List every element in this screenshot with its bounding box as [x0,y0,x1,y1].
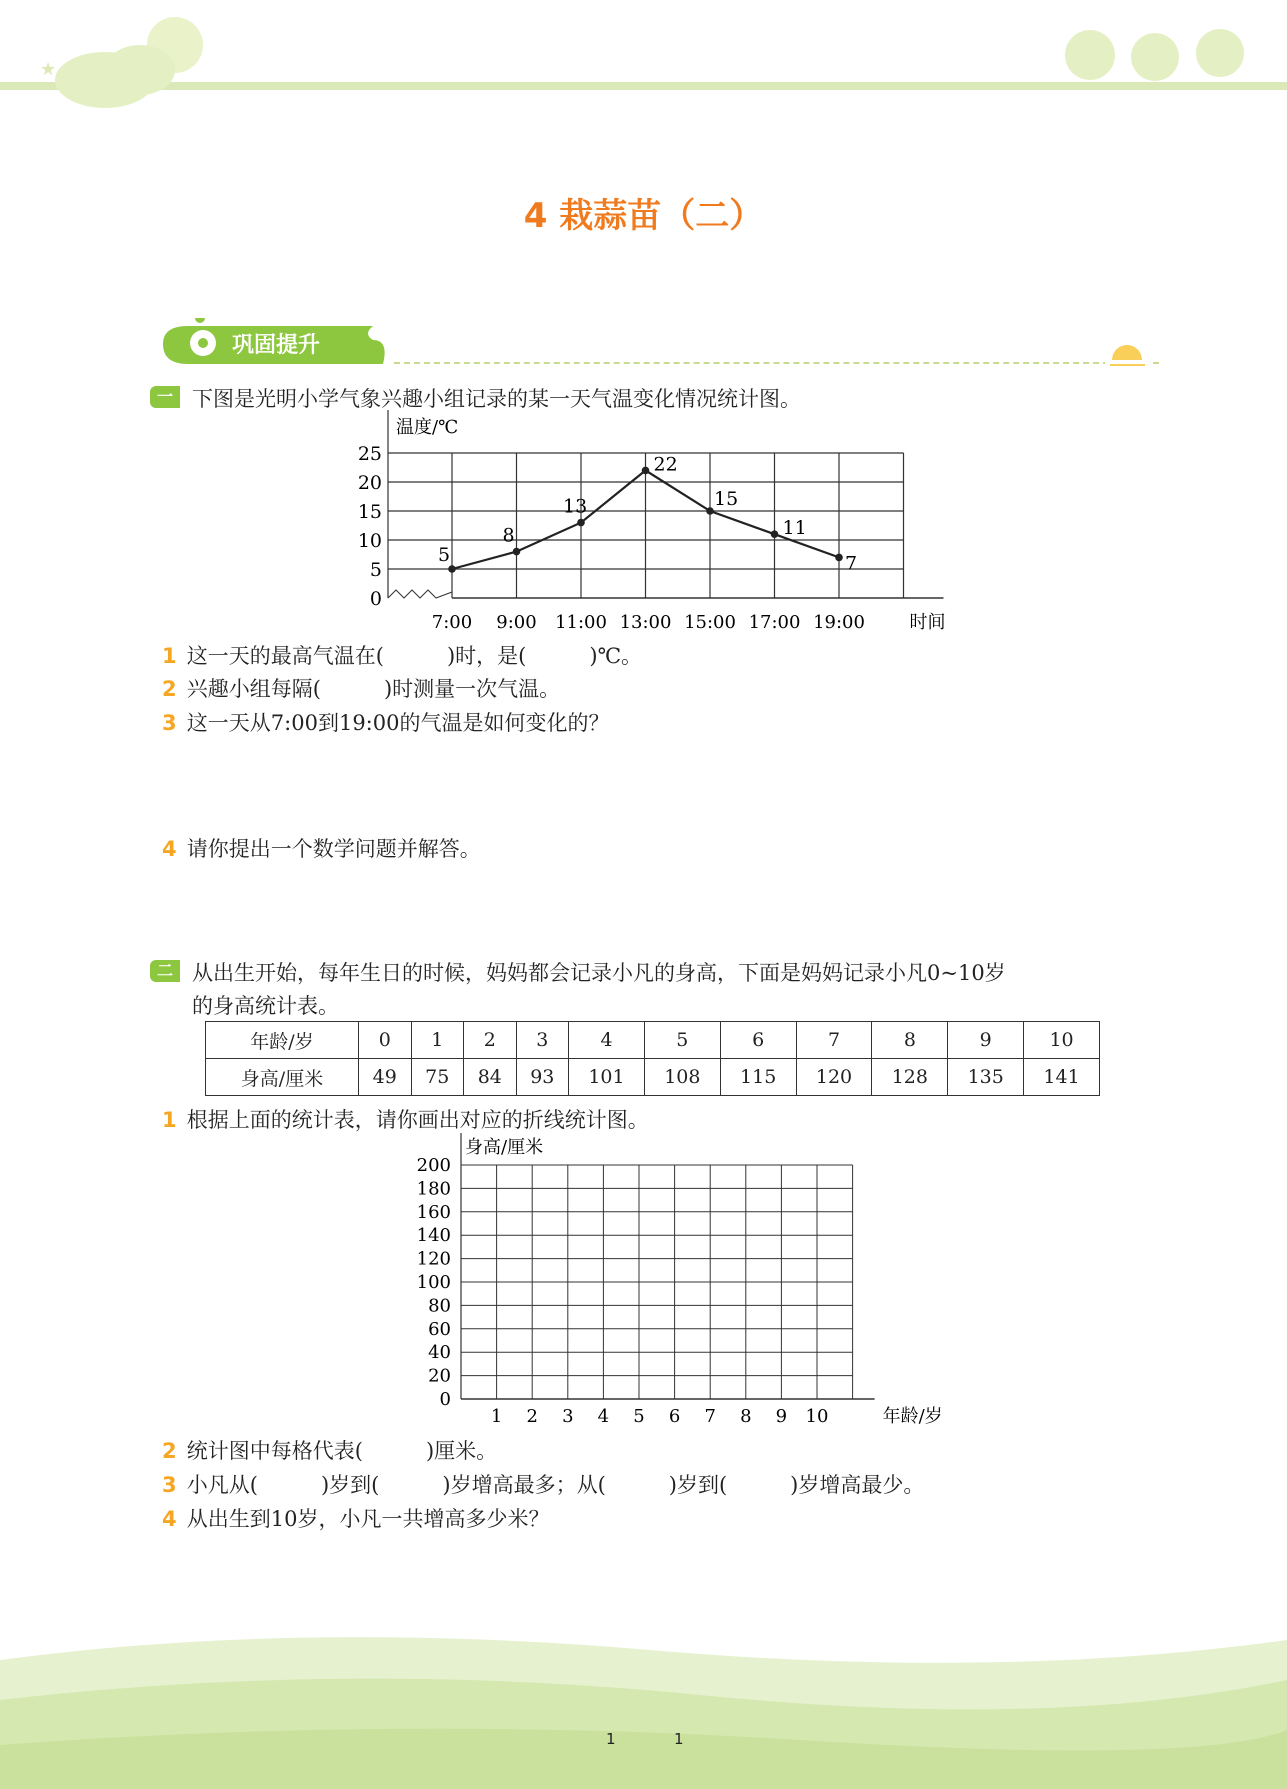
question-badge-2: 二 [150,960,180,982]
x-tick-label: 10 [805,1406,829,1427]
height-cell: 128 [872,1059,948,1096]
data-label: 13 [563,495,588,518]
section-label: 巩固提升 [232,333,321,358]
y-tick-label: 160 [416,1201,451,1223]
row-header: 身高/厘米 [206,1059,359,1096]
data-label: 7 [845,552,858,575]
age-cell: 10 [1024,1022,1100,1059]
data-point [577,519,585,527]
y-tick-label: 80 [428,1295,451,1317]
age-cell: 5 [644,1022,720,1059]
x-tick-label: 4 [597,1406,610,1427]
age-cell: 4 [569,1022,645,1059]
data-point [835,554,843,562]
x-tick-label: 1 [490,1406,503,1427]
svg-text:★: ★ [40,59,57,80]
y-tick-label: 0 [369,588,382,610]
x-tick-label: 7 [704,1406,716,1427]
data-label: 15 [714,488,739,510]
age-cell: 8 [872,1022,948,1059]
sub-question: 1 根据上面的统计表，请你画出对应的折线统计图。 [162,1108,649,1132]
question-2-prompt-line1: 从出生开始，每年生日的时候，妈妈都会记录小凡的身高，下面是妈妈记录小凡0~10岁 [192,961,1006,985]
sub-question: 3 这一天从7:00到19:00的气温是如何变化的？ [162,711,610,735]
x-tick-label: 9:00 [496,612,537,633]
y-tick-label: 20 [357,472,382,494]
age-cell: 0 [359,1022,412,1059]
age-cell: 7 [796,1022,872,1059]
sub-question: 4 从出生到10岁，小凡一共增高多少米？ [162,1507,550,1531]
x-tick-label: 2 [526,1406,538,1427]
y-tick-label: 25 [357,443,382,465]
data-label: 22 [653,453,678,476]
question-1-prompt: 下图是光明小学气象兴趣小组记录的某一天气温变化情况统计图。 [192,387,801,411]
data-label: 8 [502,524,515,547]
page-number: 1 [674,1730,684,1748]
page-number: 1 [606,1730,616,1748]
data-point [642,467,650,475]
x-tick-label: 6 [668,1406,681,1427]
page-title: 4 栽蒜苗（二） [523,196,764,236]
data-point [448,565,456,573]
height-cell: 49 [359,1059,412,1096]
age-cell: 2 [464,1022,517,1059]
section-divider [394,362,1159,364]
sub-question: 3 小凡从( )岁到( )岁增高最多；从( )岁到( )岁增高最少。 [162,1473,925,1497]
height-cell: 101 [569,1059,645,1096]
x-tick-label: 8 [740,1406,752,1427]
x-tick-label: 13:00 [619,612,672,633]
data-label: 5 [438,544,451,566]
height-cell: 84 [464,1059,517,1096]
y-tick-label: 100 [416,1272,451,1293]
sub-question: 1 这一天的最高气温在( )时，是( )℃。 [162,644,643,668]
x-tick-label: 3 [562,1406,574,1427]
table-row [206,1022,1100,1059]
x-tick-label: 15:00 [684,612,736,633]
height-cell: 115 [720,1059,796,1096]
x-tick-label: 5 [633,1406,645,1427]
sub-question: 2 兴趣小组每隔( )时测量一次气温。 [162,677,561,701]
y-tick-label: 0 [439,1389,451,1410]
y-tick-label: 10 [357,530,382,552]
y-tick-label: 20 [428,1365,451,1387]
y-tick-label: 40 [428,1342,451,1364]
height-cell: 108 [644,1059,720,1096]
axis-break [388,590,452,598]
x-tick-label: 17:00 [748,612,801,633]
question-2-prompt-line2: 的身高统计表。 [192,994,339,1018]
data-point [706,507,714,515]
height-line-chart-blank[interactable] [400,1128,960,1438]
y-tick-label: 200 [416,1155,451,1176]
sub-question: 2 统计图中每格代表( )厘米。 [162,1439,498,1463]
x-tick-label: 19:00 [813,612,865,633]
question-badge-1: 一 [150,386,180,408]
age-cell: 9 [948,1022,1024,1059]
sunset-icon [1105,335,1150,375]
height-cell: 93 [516,1059,569,1096]
age-cell: 3 [516,1022,569,1059]
x-axis-label: 时间 [909,612,946,633]
y-tick-label: 180 [416,1178,451,1200]
y-axis-label: 温度/℃ [396,417,459,438]
table-row [206,1059,1100,1096]
y-tick-label: 120 [416,1248,451,1270]
x-axis-label: 年龄/岁 [882,1406,943,1427]
x-tick-label: 9 [775,1406,788,1427]
y-tick-label: 15 [357,501,382,523]
age-cell: 6 [720,1022,796,1059]
data-label: 11 [782,517,807,540]
cloud-sun-decoration [20,0,210,115]
y-tick-label: 60 [428,1318,451,1340]
height-table [205,1021,1100,1096]
row-header: 年龄/岁 [206,1022,359,1059]
y-tick-label: 5 [369,559,382,581]
height-cell: 135 [948,1059,1024,1096]
height-cell: 141 [1024,1059,1100,1096]
data-point [771,530,779,538]
height-cell: 120 [796,1059,872,1096]
x-tick-label: 11:00 [555,612,607,633]
x-tick-label: 7:00 [431,612,473,633]
y-tick-label: 140 [416,1225,451,1247]
y-axis-label: 身高/厘米 [465,1137,544,1158]
sub-question: 4 请你提出一个数学问题并解答。 [162,837,481,861]
age-cell: 1 [411,1022,464,1059]
hills-footer [0,1620,1287,1789]
height-cell: 75 [411,1059,464,1096]
temperature-line-chart [340,410,960,635]
animals-decoration [1055,15,1255,85]
data-point [513,548,521,556]
